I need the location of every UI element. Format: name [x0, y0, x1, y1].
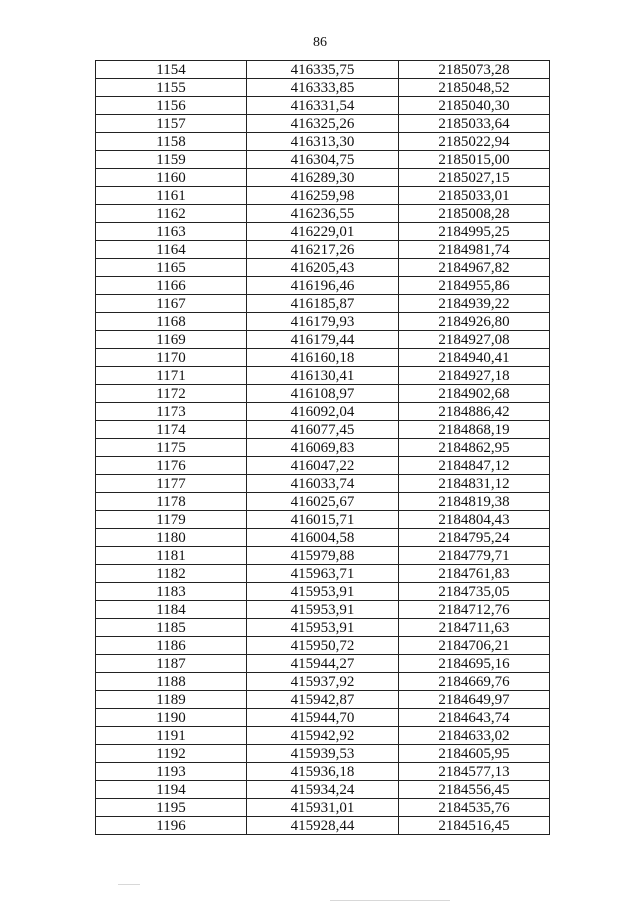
x-coordinate-cell: 416077,45	[247, 421, 399, 439]
y-coordinate-cell: 2185033,01	[399, 187, 550, 205]
x-coordinate-cell: 415953,91	[247, 619, 399, 637]
table-row	[96, 205, 550, 223]
x-coordinate-cell: 415942,92	[247, 727, 399, 745]
y-coordinate-cell: 2185048,52	[399, 79, 550, 97]
table-row	[96, 781, 550, 799]
point-number-cell: 1191	[96, 727, 247, 745]
coordinates-table	[95, 60, 550, 835]
point-number-cell: 1175	[96, 439, 247, 457]
point-number-cell: 1161	[96, 187, 247, 205]
point-number-cell: 1159	[96, 151, 247, 169]
scan-mark-bottom-left	[118, 884, 140, 885]
point-number-cell: 1166	[96, 277, 247, 295]
y-coordinate-cell: 2184761,83	[399, 565, 550, 583]
x-coordinate-cell: 415934,24	[247, 781, 399, 799]
table-row	[96, 547, 550, 565]
point-number-cell: 1192	[96, 745, 247, 763]
x-coordinate-cell: 416325,26	[247, 115, 399, 133]
point-number-cell: 1188	[96, 673, 247, 691]
y-coordinate-cell: 2184955,86	[399, 277, 550, 295]
table-row	[96, 475, 550, 493]
table-row	[96, 457, 550, 475]
point-number-cell: 1180	[96, 529, 247, 547]
y-coordinate-cell: 2184516,45	[399, 817, 550, 835]
x-coordinate-cell: 415936,18	[247, 763, 399, 781]
scan-mark-bottom-right	[330, 900, 450, 901]
x-coordinate-cell: 416331,54	[247, 97, 399, 115]
point-number-cell: 1154	[96, 61, 247, 79]
x-coordinate-cell: 415939,53	[247, 745, 399, 763]
table-row	[96, 655, 550, 673]
x-coordinate-cell: 415963,71	[247, 565, 399, 583]
y-coordinate-cell: 2184926,80	[399, 313, 550, 331]
table-row	[96, 583, 550, 601]
y-coordinate-cell: 2185022,94	[399, 133, 550, 151]
x-coordinate-cell: 415944,27	[247, 655, 399, 673]
point-number-cell: 1183	[96, 583, 247, 601]
table-row	[96, 745, 550, 763]
y-coordinate-cell: 2184831,12	[399, 475, 550, 493]
x-coordinate-cell: 416313,30	[247, 133, 399, 151]
x-coordinate-cell: 416108,97	[247, 385, 399, 403]
table-row	[96, 817, 550, 835]
y-coordinate-cell: 2184706,21	[399, 637, 550, 655]
y-coordinate-cell: 2184669,76	[399, 673, 550, 691]
x-coordinate-cell: 416130,41	[247, 367, 399, 385]
table-row	[96, 727, 550, 745]
y-coordinate-cell: 2184804,43	[399, 511, 550, 529]
y-coordinate-cell: 2184779,71	[399, 547, 550, 565]
table-row	[96, 511, 550, 529]
table-row	[96, 709, 550, 727]
y-coordinate-cell: 2184633,02	[399, 727, 550, 745]
y-coordinate-cell: 2184605,95	[399, 745, 550, 763]
point-number-cell: 1196	[96, 817, 247, 835]
table-row	[96, 493, 550, 511]
table-row	[96, 349, 550, 367]
page-number: 86	[313, 35, 327, 50]
x-coordinate-cell: 416335,75	[247, 61, 399, 79]
point-number-cell: 1182	[96, 565, 247, 583]
x-coordinate-cell: 416160,18	[247, 349, 399, 367]
y-coordinate-cell: 2184981,74	[399, 241, 550, 259]
table-row	[96, 151, 550, 169]
x-coordinate-cell: 416069,83	[247, 439, 399, 457]
table-row	[96, 169, 550, 187]
table-row	[96, 601, 550, 619]
table-row	[96, 367, 550, 385]
x-coordinate-cell: 415950,72	[247, 637, 399, 655]
table-row	[96, 295, 550, 313]
table-row	[96, 385, 550, 403]
point-number-cell: 1164	[96, 241, 247, 259]
y-coordinate-cell: 2184939,22	[399, 295, 550, 313]
point-number-cell: 1162	[96, 205, 247, 223]
point-number-cell: 1195	[96, 799, 247, 817]
y-coordinate-cell: 2184711,63	[399, 619, 550, 637]
y-coordinate-cell: 2185015,00	[399, 151, 550, 169]
y-coordinate-cell: 2185040,30	[399, 97, 550, 115]
point-number-cell: 1194	[96, 781, 247, 799]
x-coordinate-cell: 416025,67	[247, 493, 399, 511]
x-coordinate-cell: 416205,43	[247, 259, 399, 277]
x-coordinate-cell: 416015,71	[247, 511, 399, 529]
y-coordinate-cell: 2184695,16	[399, 655, 550, 673]
y-coordinate-cell: 2184927,08	[399, 331, 550, 349]
table-row	[96, 673, 550, 691]
table-row	[96, 115, 550, 133]
y-coordinate-cell: 2184868,19	[399, 421, 550, 439]
y-coordinate-cell: 2184819,38	[399, 493, 550, 511]
x-coordinate-cell: 415944,70	[247, 709, 399, 727]
y-coordinate-cell: 2184577,13	[399, 763, 550, 781]
table-row	[96, 97, 550, 115]
y-coordinate-cell: 2184995,25	[399, 223, 550, 241]
point-number-cell: 1168	[96, 313, 247, 331]
point-number-cell: 1160	[96, 169, 247, 187]
y-coordinate-cell: 2184967,82	[399, 259, 550, 277]
point-number-cell: 1189	[96, 691, 247, 709]
y-coordinate-cell: 2184862,95	[399, 439, 550, 457]
point-number-cell: 1187	[96, 655, 247, 673]
x-coordinate-cell: 415942,87	[247, 691, 399, 709]
point-number-cell: 1176	[96, 457, 247, 475]
point-number-cell: 1157	[96, 115, 247, 133]
point-number-cell: 1165	[96, 259, 247, 277]
table-row	[96, 799, 550, 817]
table-row	[96, 565, 550, 583]
point-number-cell: 1167	[96, 295, 247, 313]
table-row	[96, 421, 550, 439]
x-coordinate-cell: 415931,01	[247, 799, 399, 817]
y-coordinate-cell: 2185027,15	[399, 169, 550, 187]
y-coordinate-cell: 2184556,45	[399, 781, 550, 799]
point-number-cell: 1174	[96, 421, 247, 439]
table-row	[96, 313, 550, 331]
x-coordinate-cell: 416004,58	[247, 529, 399, 547]
y-coordinate-cell: 2185073,28	[399, 61, 550, 79]
table-row	[96, 619, 550, 637]
table-row	[96, 331, 550, 349]
x-coordinate-cell: 416179,93	[247, 313, 399, 331]
x-coordinate-cell: 415979,88	[247, 547, 399, 565]
x-coordinate-cell: 415953,91	[247, 601, 399, 619]
x-coordinate-cell: 415937,92	[247, 673, 399, 691]
point-number-cell: 1181	[96, 547, 247, 565]
table-row	[96, 529, 550, 547]
table-row	[96, 61, 550, 79]
point-number-cell: 1190	[96, 709, 247, 727]
point-number-cell: 1177	[96, 475, 247, 493]
x-coordinate-cell: 416092,04	[247, 403, 399, 421]
y-coordinate-cell: 2184735,05	[399, 583, 550, 601]
x-coordinate-cell: 416304,75	[247, 151, 399, 169]
x-coordinate-cell: 416333,85	[247, 79, 399, 97]
x-coordinate-cell: 416229,01	[247, 223, 399, 241]
x-coordinate-cell: 416185,87	[247, 295, 399, 313]
table-row	[96, 691, 550, 709]
point-number-cell: 1171	[96, 367, 247, 385]
point-number-cell: 1156	[96, 97, 247, 115]
y-coordinate-cell: 2184643,74	[399, 709, 550, 727]
coordinates-table-body	[96, 61, 550, 835]
point-number-cell: 1155	[96, 79, 247, 97]
point-number-cell: 1172	[96, 385, 247, 403]
y-coordinate-cell: 2184886,42	[399, 403, 550, 421]
table-row	[96, 277, 550, 295]
x-coordinate-cell: 416236,55	[247, 205, 399, 223]
point-number-cell: 1173	[96, 403, 247, 421]
y-coordinate-cell: 2185033,64	[399, 115, 550, 133]
x-coordinate-cell: 416289,30	[247, 169, 399, 187]
table-row	[96, 133, 550, 151]
table-row	[96, 79, 550, 97]
point-number-cell: 1163	[96, 223, 247, 241]
y-coordinate-cell: 2184535,76	[399, 799, 550, 817]
y-coordinate-cell: 2184649,97	[399, 691, 550, 709]
table-row	[96, 223, 550, 241]
point-number-cell: 1170	[96, 349, 247, 367]
table-row	[96, 439, 550, 457]
table-row	[96, 763, 550, 781]
x-coordinate-cell: 416047,22	[247, 457, 399, 475]
table-row	[96, 403, 550, 421]
point-number-cell: 1179	[96, 511, 247, 529]
y-coordinate-cell: 2184795,24	[399, 529, 550, 547]
y-coordinate-cell: 2184902,68	[399, 385, 550, 403]
point-number-cell: 1185	[96, 619, 247, 637]
table-row	[96, 241, 550, 259]
table-row	[96, 637, 550, 655]
y-coordinate-cell: 2184847,12	[399, 457, 550, 475]
y-coordinate-cell: 2185008,28	[399, 205, 550, 223]
point-number-cell: 1186	[96, 637, 247, 655]
x-coordinate-cell: 415928,44	[247, 817, 399, 835]
point-number-cell: 1178	[96, 493, 247, 511]
y-coordinate-cell: 2184940,41	[399, 349, 550, 367]
x-coordinate-cell: 416033,74	[247, 475, 399, 493]
point-number-cell: 1158	[96, 133, 247, 151]
x-coordinate-cell: 415953,91	[247, 583, 399, 601]
x-coordinate-cell: 416217,26	[247, 241, 399, 259]
y-coordinate-cell: 2184712,76	[399, 601, 550, 619]
table-row	[96, 187, 550, 205]
point-number-cell: 1184	[96, 601, 247, 619]
y-coordinate-cell: 2184927,18	[399, 367, 550, 385]
x-coordinate-cell: 416196,46	[247, 277, 399, 295]
point-number-cell: 1169	[96, 331, 247, 349]
point-number-cell: 1193	[96, 763, 247, 781]
table-row	[96, 259, 550, 277]
x-coordinate-cell: 416179,44	[247, 331, 399, 349]
x-coordinate-cell: 416259,98	[247, 187, 399, 205]
